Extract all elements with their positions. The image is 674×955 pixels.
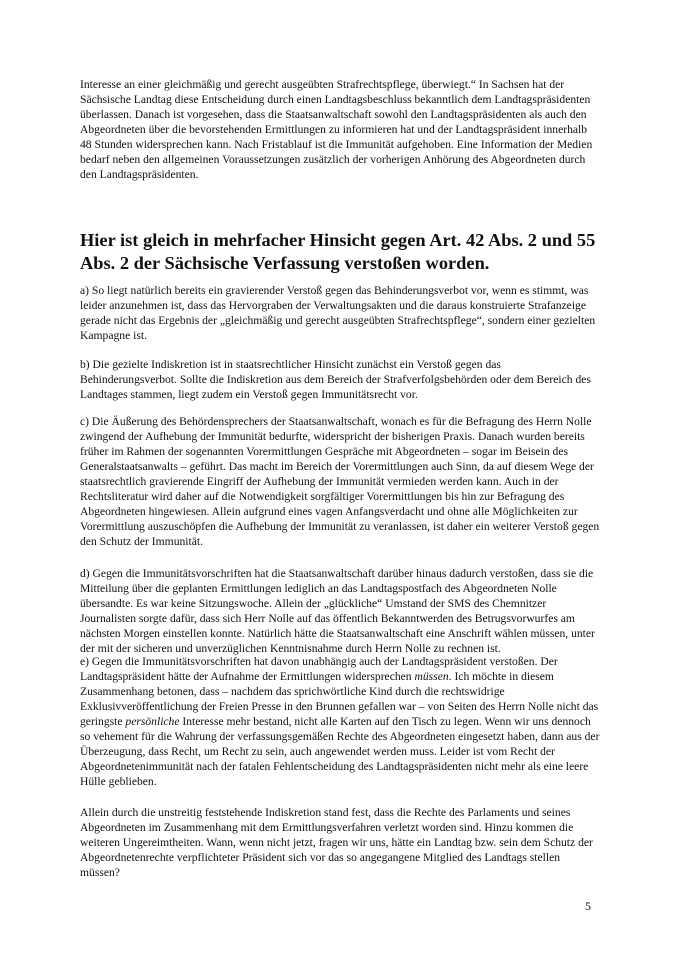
page-number: 5: [585, 899, 591, 913]
paragraph-e-text-1: e) Gegen die Immunitätsvorschriften hat davon unabhängig auch der Landtagspräsident verstoßen. Der Landtagspräsident hätte der Aufnahme der Ermittlungen widersprechen: [80, 655, 558, 683]
paragraph-b: b) Die gezielte Indiskretion ist in staatsrechtlicher Hinsicht zunächst ein Verstoß gegen das Behinderungsverbot. Sollte die Indiskretion aus dem Bereich der Strafverfolgsbehörden oder dem Bereich des Landtages stammen, liegt zudem ein Verstoß gegen Immunitätsrecht vor.: [80, 358, 591, 401]
paragraph-a: a) So liegt natürlich bereits ein gravierender Verstoß gegen das Behinderungsverbot vor, wenn es stimmt, was leider anzunehmen ist, dass das Hervorgraben der Verwaltungsakten und die daraus konstruierte Strafanzeige gerade nicht das Ergebnis der „gleichmäßig und gerecht ausgeübten Strafrechtspflege“, sondern einer gezielten Kampagne ist.: [80, 284, 596, 342]
paragraph-e-text-3: Interesse mehr bestand, nicht alle Karten auf den Tisch zu legen. Wenn wir uns dennoch so vehement für die Wahrung der verfassungsgemäßen Rechte des Abgeordneten eingesetzt haben, dann aus der Überzeugung, dass Recht, um Recht zu sein, auch angewendet werden muss. Leider ist vom Recht der Abgeordnetenimmunität nach der fatalen Fehlentscheidung des Landtagspräsidenten nicht mehr als eine leere Hülle geblieben.: [80, 715, 600, 788]
paragraph-e-emphasis-1: müssen: [414, 670, 449, 683]
paragraph-e-emphasis-2: persönliche: [125, 715, 180, 728]
intro-paragraph: Interesse an einer gleichmäßig und gerecht ausgeübten Strafrechtspflege, überwiegt.“ In Sachsen hat der Sächsische Landtag diese Entscheidung durch einen Landtagsbeschluss bekanntlich dem Landtagspräsidenten überlassen. Danach ist vorgesehen, dass die Staatsanwaltschaft sowohl den Landtagspräsidenten als auch den Abgeordneten über die bevorstehenden Ermittlungen zu informieren hat und der Landtagspräsident innerhalb 48 Stunden widersprechen kann. Nach Fristablauf ist die Immunität aufgehoben. Eine Information der Medien bedarf neben den allgemeinen Voraussetzungen zusätzlich der vorherigen Anhörung des Abgeordneten durch den Landtagspräsidenten.: [80, 78, 593, 181]
paragraph-d: d) Gegen die Immunitätsvorschriften hat die Staatsanwaltschaft darüber hinaus dadurch verstoßen, dass sie die Mitteilung über die geplanten Ermittlungen lediglich an das Landtagspostfach des Abgeordneten Nolle übersandte. Es war keine Sitzungswoche. Allein der „glückliche“ Umstand der SMS des Chemnitzer Journalisten sorgte dafür, dass sich Herr Nolle auf das öffentlich Bekanntwerden des Betrugsvorwurfes am nächsten Morgen einstellen konnte. Natürlich hätte die Staatsanwaltschaft eine Anschrift wählen müssen, unter der mit der sicheren und unverzüglichen Kenntnisnahme durch Herrn Nolle zu rechnen ist.: [80, 567, 595, 655]
paragraph-c: c) Die Äußerung des Behördensprechers der Staatsanwaltschaft, wonach es für die Befragung des Herrn Nolle zwingend der Aufhebung der Immunität bedurfte, widerspricht der bisherigen Praxis. Danach wurden bereits früher im Rahmen der sogenannten Vorermittlungen Gespräche mit Abgeordneten – sogar im Beisein des Generalstaatsanwalts – geführt. Das macht im Bereich der Vorermittlungen auch Sinn, da auf diesem Wege der staatsrechtlich gravierende Eingriff der Aufhebung der Immunität vermieden werden kann. Auch in der Rechtsliteratur wird daher auf die Notwendigkeit sorgfältiger Vorermittlungen bis hin zur Befragung des Abgeordneten hingewiesen. Allein aufgrund eines vagen Anfangsverdacht und ohne alle Möglichkeiten zur Vorermittlung auszuschöpfen die Aufhebung der Immunität zu veranlassen, ist daher ein weiterer Verstoß gegen den Schutz der Immunität.: [80, 415, 600, 548]
paragraph-e-text-2: . Ich möchte in diesem Zusammenhang betonen, dass – nachdem das sprichwörtliche Kind durch die rechtswidrige Exklusivveröffentlichung der Freien Presse in den Brunnen gefallen war – von Seiten des Herrn Nolle nicht das geringste: [80, 670, 599, 728]
section-heading: Hier ist gleich in mehrfacher Hinsicht gegen Art. 42 Abs. 2 und 55 Abs. 2 der Sächsische Verfassung verstoßen worden.: [80, 230, 596, 273]
paragraph-e: [80, 654, 600, 789]
closing-paragraph: Allein durch die unstreitig feststehende Indiskretion stand fest, dass die Rechte des Parlaments und seines Abgeordneten im Zusammenhang mit dem Ermittlungsverfahren verletzt worden sind. Hinzu kommen die weiteren Ungereimtheiten. Wann, wenn nicht jetzt, fragen wir uns, hätte ein Landtag bzw. sein dem Schutz der Abgeordnetenrechte verpflichteter Präsident sich vor das so angegangene Mitglied des Landtags stellen müssen?: [80, 806, 593, 879]
